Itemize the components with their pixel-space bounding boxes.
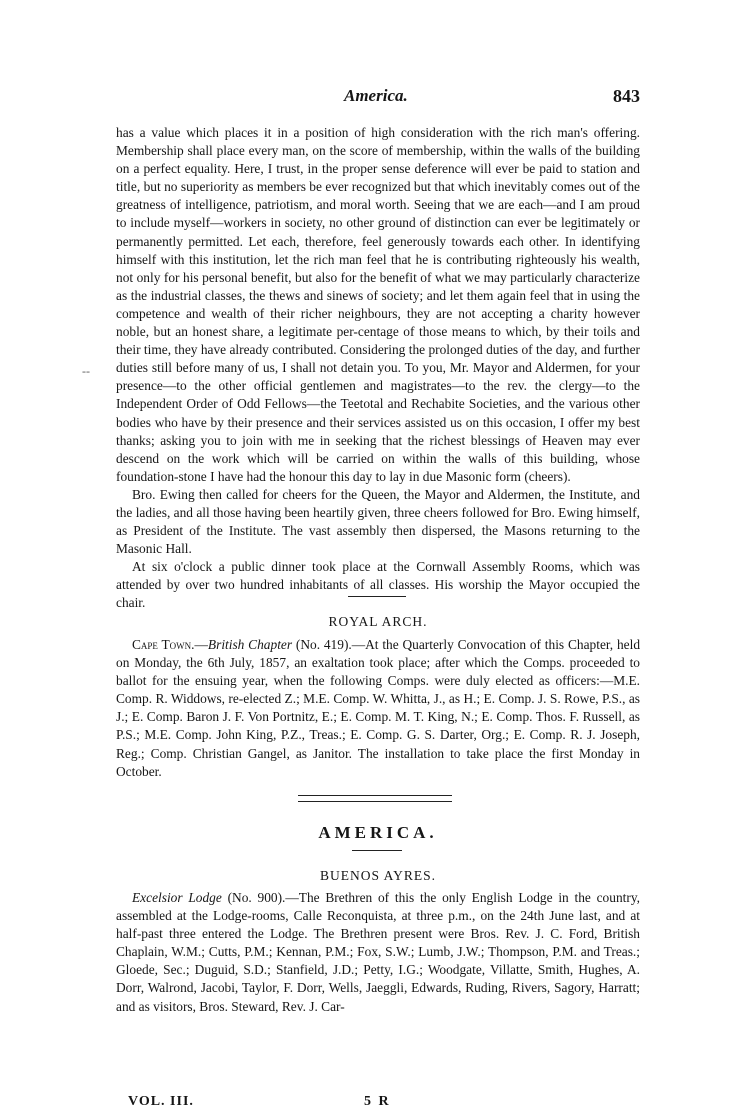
section-divider xyxy=(348,596,406,597)
masonic-speech-section xyxy=(116,124,640,613)
running-title: America. xyxy=(344,86,408,105)
margin-mark: -- xyxy=(82,364,90,378)
speech-paragraph: has a value which places it in a position of high consideration with the rich man's offering. Membership shall place every man, on the score of membership, within the walls of the building on a perfect equality. Here, I trust, in the proper sense deference will ever be paid to station and title, but no superiority as members be ever recognized but that which inevitably comes out of the greatness of intelligence, patriotism, and moral worth. Seeing that we are each—and I am proud to include myself—workers in society, no other ground of distinction can ever be legitimately or permanently permitted. Let each, therefore, feel generously towards each other. In identifying himself with this institution, let the rich man feel that he is contributing righteously his wealth, not only for his personal benefit, but also for the benefit of what we may particularly characterize as the industrial classes, the thews and sinews of society; and let them again feel that in using the competence and wealth of their richer neighbours, they are not accepting a charity however noble, but an honest share, a legitimate per-centage of those means to which, by their toils and their time, they have already contributed. Considering the prolonged duties of the day, and further duties still before many of us, I shall not detain you. To you, Mr. Mayor and Aldermen, for your presence—to the other official gentlemen and magistrates—to the rev. the clergy—to the Independent Order of Odd Fellows—the Teetotal and Rechabite Societies, and the various other bodies who have by their presence and their services assisted us on this occasion, I offer my best thanks; asking you to join with me in seeking that the richest blessings of Heaven may ever descend on the work which will be carried on within the walls of this building, whose foundation-stone I have had the honour this day to lay in due Masonic form (cheers). xyxy=(116,125,640,484)
america-body: (No. 900).—The Brethren of this the only English Lodge in the country, assembled at the Lodge-rooms, Calle Reconquista, at three p.m., on the 24th June last, and at half-past three entered the Lodge. The Brethren present were Bros. Rev. J. C. Ford, British Chaplain, W.M.; Cutts, P.M.; Kennan, P.M.; Fox, S.W.; Lumb, J.W.; Thompson, P.M. and Treas.; Gloede, Sec.; Duguid, S.D.; Stanfield, J.D.; Petty, I.G.; Woodgate, Villatte, Smith, Hughes, A. Dorr, Walrond, Jacobi, Taylor, F. Dorr, Wells, Jaeggli, Edwards, Ruding, Rivers, Sagory, Harratt; and as visitors, Bros. Steward, Rev. J. Car- xyxy=(116,890,640,1014)
america-heading: AMERICA. xyxy=(318,823,438,842)
cheers-paragraph: Bro. Ewing then called for cheers for the Queen, the Mayor and Aldermen, the Institute, and the ladies, and all those having been heartily given, three cheers followed for Bro. Ewing himself, as President of the Institute. The vast assembly then dispersed, the Masons returning to the Masonic Hall. xyxy=(116,486,640,557)
double-rule-divider xyxy=(298,795,452,802)
royal-arch-section xyxy=(116,636,640,781)
royal-arch-paragraph xyxy=(116,636,640,781)
heading-underline xyxy=(352,850,402,851)
america-section xyxy=(116,889,640,1016)
signature-mark: 5 R xyxy=(364,1094,391,1109)
page-footer xyxy=(128,1094,528,1114)
dinner-paragraph: At six o'clock a public dinner took place at the Cornwall Assembly Rooms, which was attended by over two hundred inhabitants of all classes. His worship the Mayor occupied the chair. xyxy=(116,559,640,611)
dash: — xyxy=(194,637,208,652)
excelsior-lodge-paragraph xyxy=(116,889,640,1016)
volume-label: VOL. III. xyxy=(128,1094,194,1109)
page-number: 843 xyxy=(613,86,640,106)
lodge-name: Excelsior Lodge xyxy=(132,890,222,905)
running-head xyxy=(116,86,640,110)
buenos-ayres-heading: BUENOS AYRES. xyxy=(319,868,437,883)
royal-arch-heading: ROYAL ARCH. xyxy=(328,614,428,629)
royal-arch-body: (No. 419).—At the Quarterly Convocation of this Chapter, held on Monday, the 6th July, 1857, an exaltation took place; after which the Comps. proceeded to ballot for the ensuing year, when the following Comps. were duly elected as officers:—M.E. Comp. R. Widdows, re-elected Z.; M.E. Comp. W. Whitta, J., as H.; E. Comp. J. S. Rowe, P.S., as J.; E. Comp. Baron J. F. Von Portnitz, E.; E. Comp. M. T. King, N.; E. Comp. Thos. F. Russell, as P.S.; M.E. Comp. John King, P.Z., Treas.; E. Comp. G. S. Darter, Org.; E. Comp. R. J. Joseph, Reg.; Comp. Christian Gangel, as Janitor. The installation to take place the first Monday in October. xyxy=(116,637,641,779)
chapter-name: British Chapter xyxy=(207,637,293,652)
place-name: Cape Town. xyxy=(132,637,195,652)
